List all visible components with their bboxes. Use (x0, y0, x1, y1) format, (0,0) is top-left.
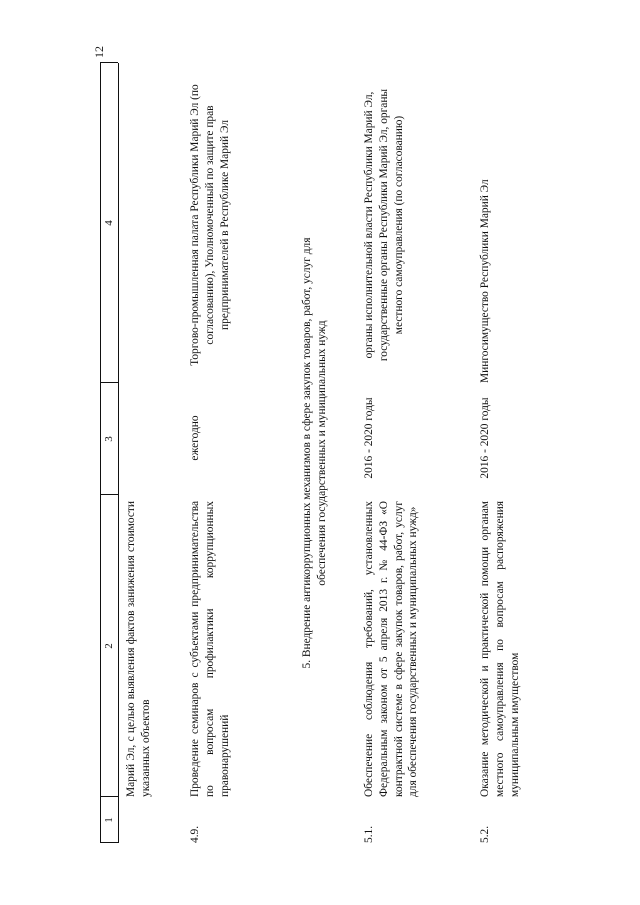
row-executor: органы исполнительной власти Республики Марий Эл, государственные органы Республики Марий Эл, органы местного самоуправления (по согласованию) (363, 88, 405, 362)
section-heading: 5. Внедрение антикоррупционных механизмов в сфере закупок товаров, работ, услуг для обеспечения государственных и муниципальных нужд (301, 237, 328, 669)
column-header-4: 4 (103, 220, 115, 226)
row-number: 4.9. (189, 825, 201, 843)
row-executor: Торгово-промышленная палата Республики Марий Эл (по согласованию), Уполномоченный по защите прав предпринимателей в Республике Марий Эл (189, 84, 231, 366)
row-measure-text: Обеспечение соблюдения требований, установленных Федеральным законом от 5 апреля 2013 г. № 44-ФЗ «О контрактной системе в сфере закупок товаров, работ, услуг для обеспечения государственных и муниципальных нужд» (363, 501, 420, 797)
table-row-continuation-text: Марий Эл, с целью выявления фактов занижения стоимости указанных объектов (125, 501, 152, 797)
page-number: 12 (92, 46, 106, 58)
header-bottom-rule (118, 63, 119, 843)
column-header-1: 1 (103, 817, 115, 823)
row-number: 5.1. (363, 825, 375, 843)
row-period: ежегодно (189, 415, 201, 461)
column-header-2: 2 (103, 643, 115, 649)
measures-table (100, 63, 530, 843)
row-period: 2016 - 2020 годы (363, 397, 375, 479)
row-measure-text: Оказание методической и практической помощи органам местного самоуправления по вопросам распоряжения муниципальным имуществом (479, 501, 521, 797)
row-measure-text: Проведение семинаров с субъектами предпринимательства по вопросам профилактики коррупционных правонарушений (189, 501, 231, 797)
row-period: 2016 - 2020 годы (479, 397, 491, 479)
row-number: 5.2. (479, 825, 491, 843)
column-header-3: 3 (103, 436, 115, 442)
row-executor: Мингосимущество Республики Марий Эл (479, 179, 491, 383)
